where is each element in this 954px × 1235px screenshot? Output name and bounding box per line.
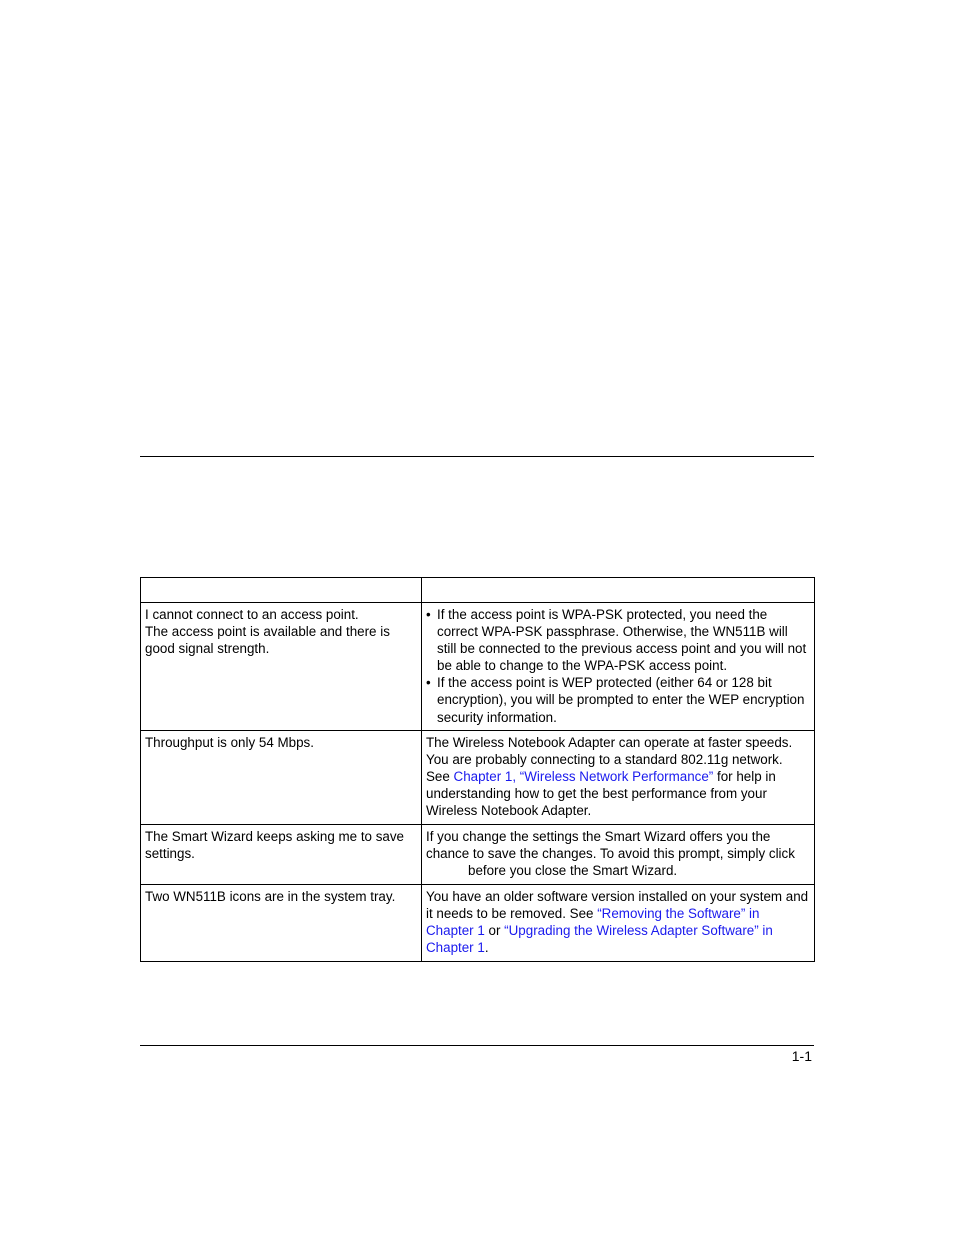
table-row bbox=[141, 603, 815, 731]
top-rule bbox=[140, 456, 814, 457]
action-text: You have an older software version installed on your system and it needs to be removed. See bbox=[426, 889, 809, 922]
problem-cell: Two WN511B icons are in the system tray. bbox=[141, 885, 422, 962]
action-text: or bbox=[484, 923, 505, 939]
link-wireless-network-performance[interactable]: Chapter 1, “Wireless Network Performance” bbox=[453, 769, 714, 785]
problem-cell: Throughput is only 54 Mbps. bbox=[141, 731, 422, 825]
problem-cell bbox=[141, 603, 422, 731]
link-removing-the-software[interactable]: “Removing the Software” in Chapter 1 bbox=[426, 906, 760, 939]
action-bullet: • If the access point is WPA-PSK protected, you need the correct WPA-PSK passphrase. Otherwise, the WN511B will still be connected to the previous access point and you will not be able to change to the WPA-PSK access point. bbox=[426, 606, 810, 674]
action-text: for help in understanding how to get the best performance from your Wireless Notebook Adapter. bbox=[426, 769, 776, 819]
action-bullet-list bbox=[426, 606, 810, 726]
header-problem-cell bbox=[141, 578, 422, 603]
action-cell bbox=[422, 603, 815, 731]
table-header-row bbox=[141, 578, 815, 603]
action-cell bbox=[422, 731, 815, 825]
table-row bbox=[141, 825, 815, 885]
header-action-cell bbox=[422, 578, 815, 603]
action-cell bbox=[422, 885, 815, 962]
action-cell bbox=[422, 825, 815, 885]
action-text: The Wireless Notebook Adapter can operate at faster speeds. You are probably connecting to a standard 802.11g network. See bbox=[426, 735, 793, 785]
problem-line: The access point is available and there is good signal strength. bbox=[145, 624, 390, 657]
action-text: . bbox=[484, 940, 489, 956]
footer-rule bbox=[140, 1045, 814, 1046]
problem-cell: The Smart Wizard keeps asking me to save settings. bbox=[141, 825, 422, 885]
page-number: 1-1 bbox=[791, 1048, 812, 1064]
action-text: If you change the settings the Smart Wizard offers you the chance to save the changes. To avoid this prompt, simply click bbox=[426, 829, 795, 862]
action-bullet: • If the access point is WEP protected (either 64 or 128 bit encryption), you will be prompted to enter the WEP encryption security information. bbox=[426, 674, 810, 725]
action-text: before you close the Smart Wizard. bbox=[468, 863, 678, 879]
table-row bbox=[141, 885, 815, 962]
troubleshooting-table bbox=[140, 577, 815, 962]
problem-line: I cannot connect to an access point. bbox=[145, 607, 359, 622]
table-row bbox=[141, 731, 815, 825]
link-upgrading-adapter-software[interactable]: “Upgrading the Wireless Adapter Software” in Chapter 1 bbox=[426, 923, 773, 956]
